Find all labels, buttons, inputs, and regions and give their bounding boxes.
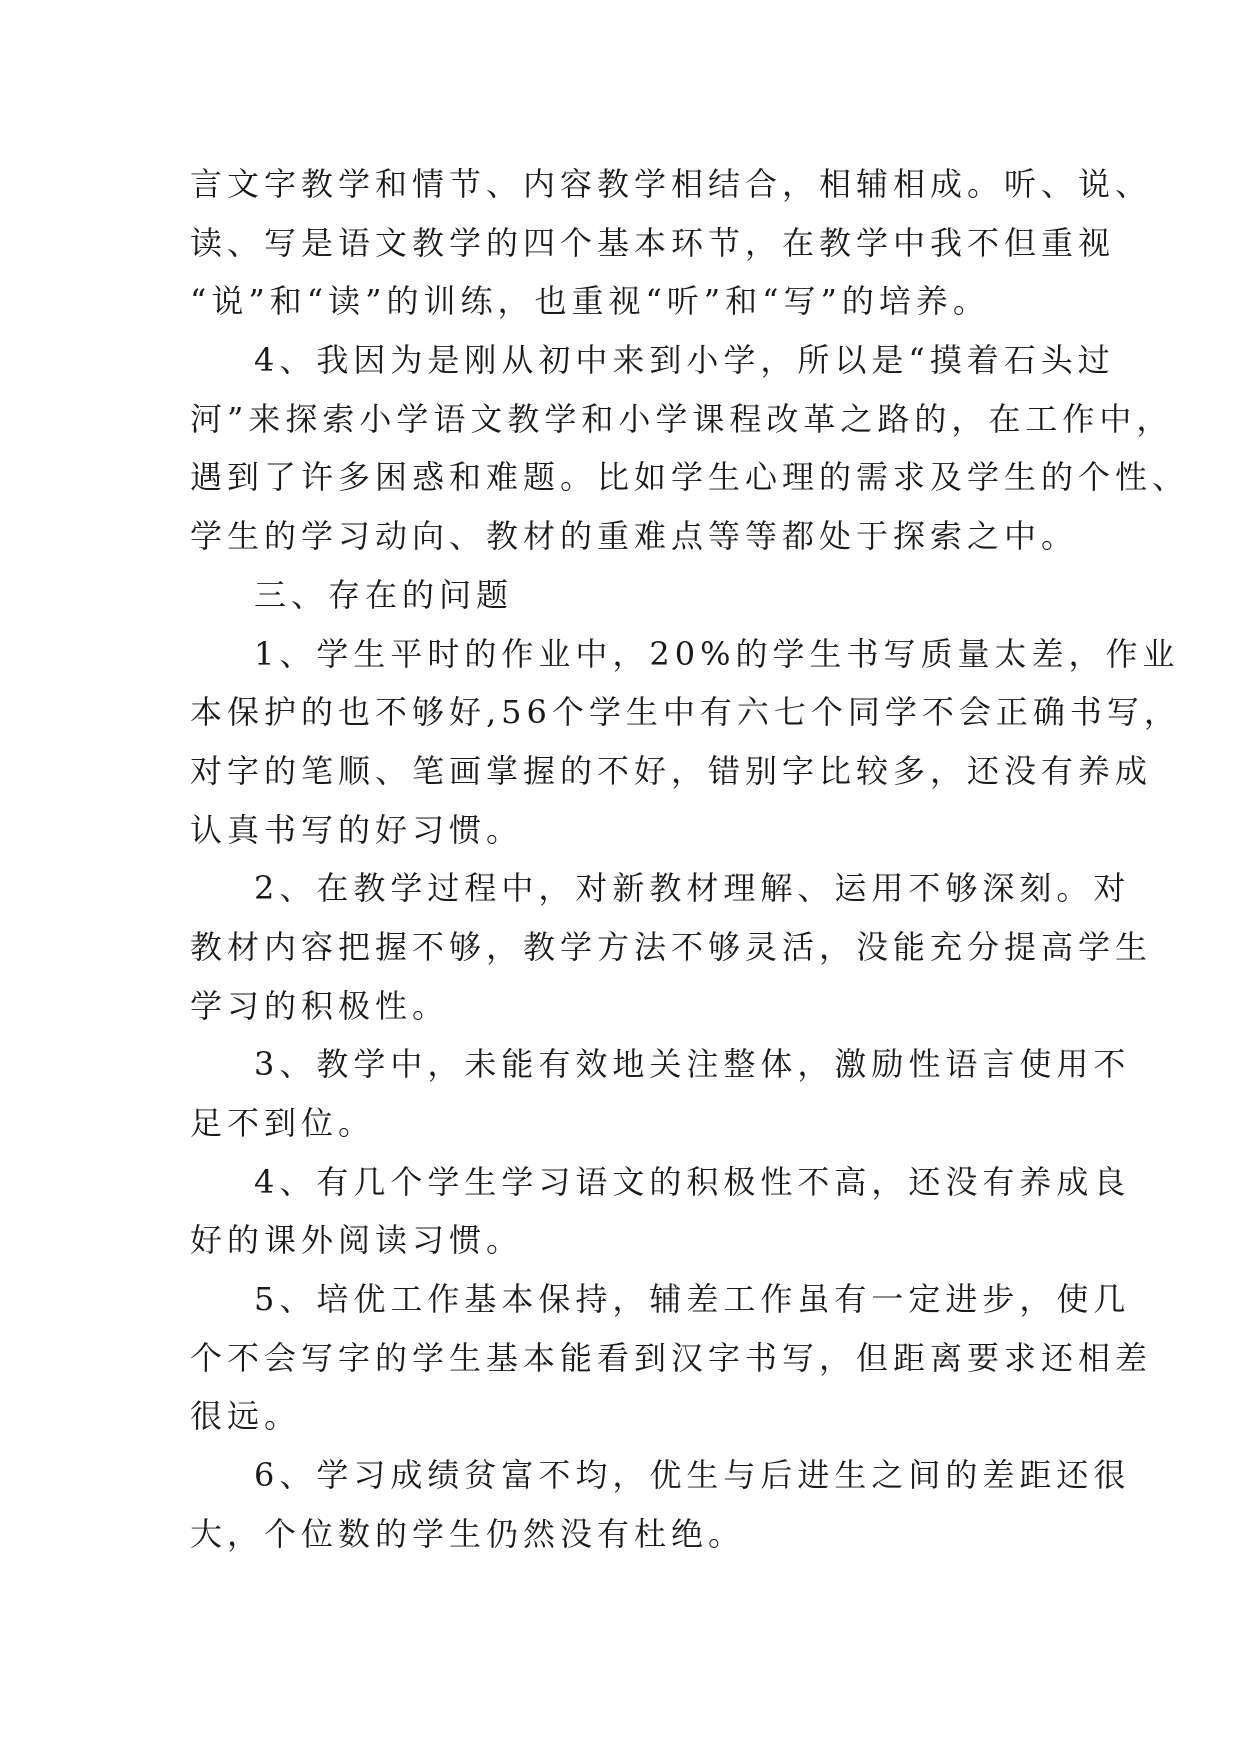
document-body-text xyxy=(190,155,1190,1564)
text-line: 对字的笔顺、笔画掌握的不好，错别字比较多，还没有养成 xyxy=(190,751,1153,790)
text-line: “说”和“读”的训练，也重视“听”和“写”的培养。 xyxy=(190,282,990,321)
text-line: 足不到位。 xyxy=(190,1104,376,1142)
text-line: 遇到了许多困惑和难题。比如学生心理的需求及学生的个性、 xyxy=(190,458,1190,497)
paragraph-first-line: 4、有几个学生学习语文的积极性不高，还没有养成良 xyxy=(254,1162,1131,1201)
text-line: 学生的学习动向、教材的重难点等等都处于探索之中。 xyxy=(190,517,1079,556)
paragraph-first-line: 5、培优工作基本保持，辅差工作虽有一定进步，使几 xyxy=(254,1280,1131,1319)
text-line: 本保护的也不够好,56个学生中有六七个同学不会正确书写， xyxy=(190,693,1181,732)
text-line: 河”来探索小学语文教学和小学课程改革之路的，在工作中， xyxy=(190,399,1174,438)
text-line: 很远。 xyxy=(190,1397,302,1436)
paragraph-first-line: 1、学生平时的作业中，20%的学生书写质量太差，作业 xyxy=(254,634,1180,673)
paragraph-first-line: 3、教学中，未能有效地关注整体，激励性语言使用不 xyxy=(254,1045,1131,1084)
paragraph-first-line: 4、我因为是刚从初中来到小学，所以是“摸着石头过 xyxy=(254,341,1115,380)
paragraph-first-line: 三、存在的问题 xyxy=(254,575,514,614)
text-line: 认真书写的好习惯。 xyxy=(190,810,524,849)
paragraph-first-line: 2、在教学过程中，对新教材理解、运用不够深刻。对 xyxy=(254,869,1131,908)
text-line: 教材内容把握不够，教学方法不够灵活，没能充分提高学生 xyxy=(190,927,1153,966)
text-line: 读、写是语文教学的四个基本环节，在教学中我不但重视 xyxy=(190,223,1116,262)
text-line: 学习的积极性。 xyxy=(190,986,450,1025)
text-line: 好的课外阅读习惯。 xyxy=(190,1221,524,1260)
text-line: 大，个位数的学生仍然没有杜绝。 xyxy=(190,1514,746,1553)
text-line: 言文字教学和情节、内容教学相结合，相辅相成。听、说、 xyxy=(190,165,1153,203)
paragraph-first-line: 6、学习成绩贫富不均，优生与后进生之间的差距还很 xyxy=(254,1456,1131,1495)
text-line: 个不会写字的学生基本能看到汉字书写，但距离要求还相差 xyxy=(190,1338,1153,1377)
